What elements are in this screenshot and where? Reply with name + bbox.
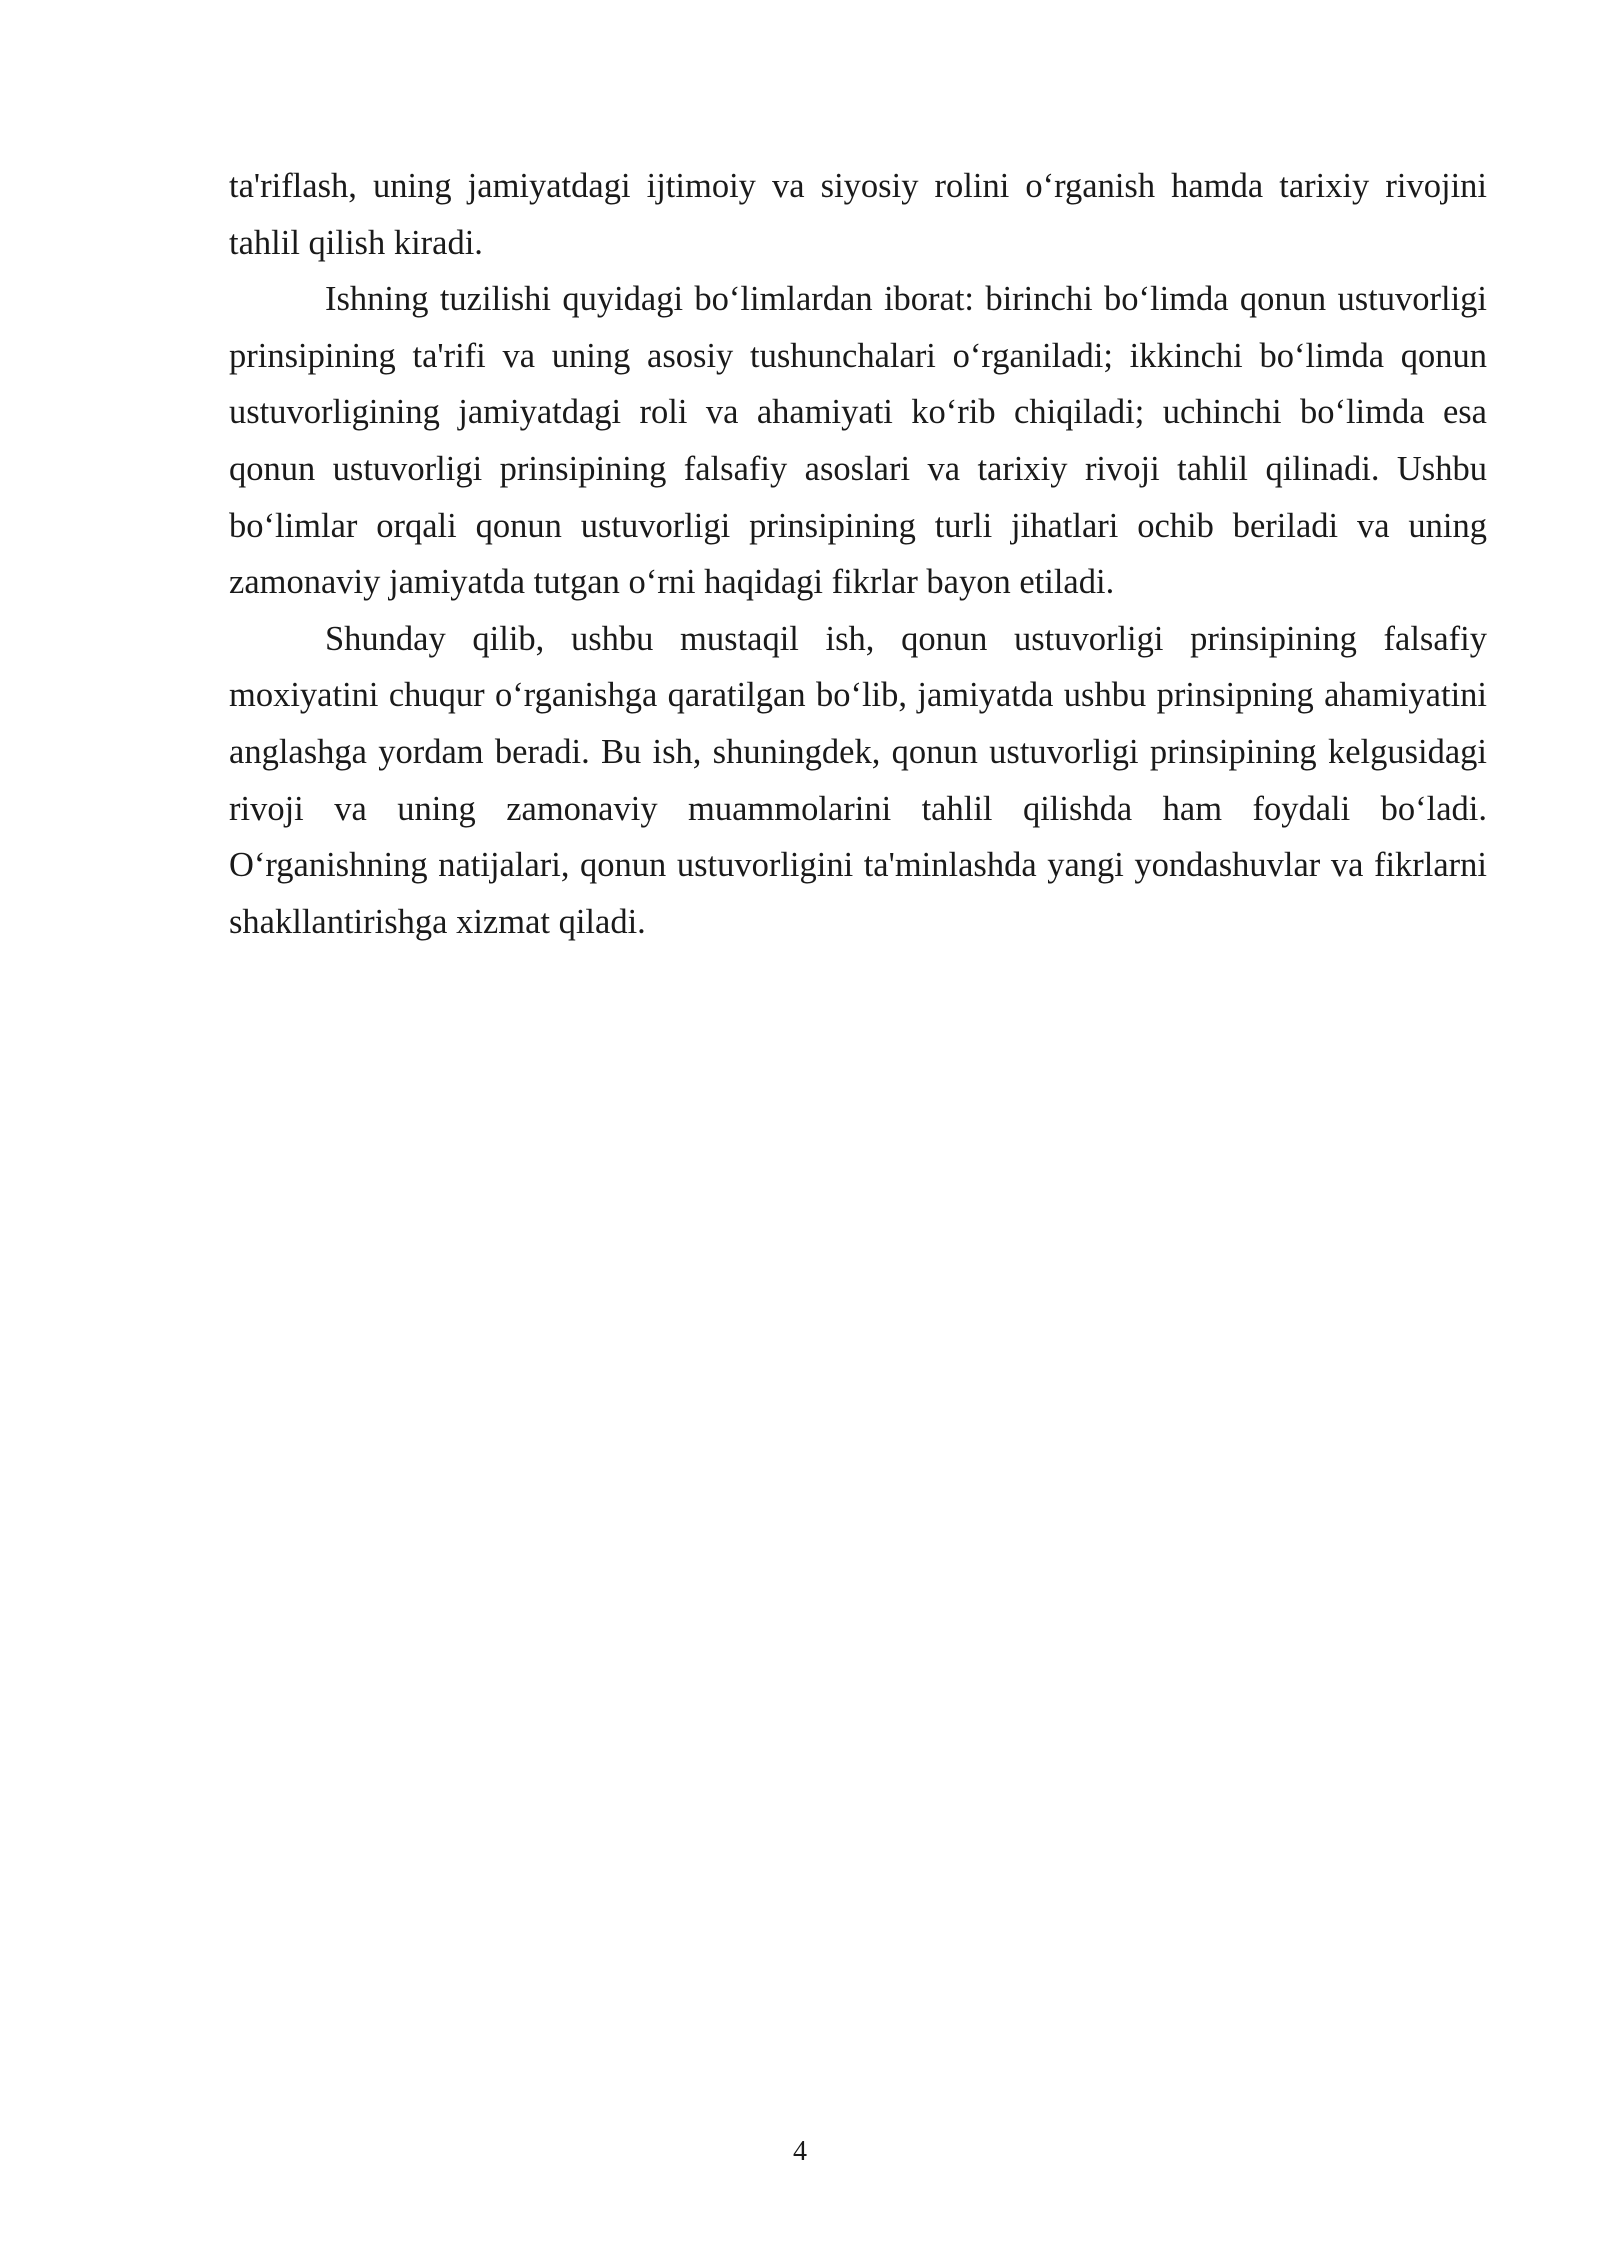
page-number: 4 [793, 2136, 807, 2167]
body-text [229, 158, 1487, 950]
paragraph-structure: Ishning tuzilishi quyidagi bo‘limlardan iborat: birinchi bo‘limda qonun ustuvorligi prinsipining ta'rifi va uning asosiy tushunchalari o‘rganiladi; ikkinchi bo‘limda qonun ustuvorligining jamiyatdagi roli va ahamiyati ko‘rib chiqiladi; uchinchi bo‘limda esa qonun ustuvorligi prinsipining falsafiy asoslari va tarixiy rivoji tahlil qilinadi. Ushbu bo‘limlar orqali qonun ustuvorligi prinsipining turli jihatlari ochib beriladi va uning zamonaviy jamiyatda tutgan o‘rni haqidagi fikrlar bayon etiladi. [229, 280, 1487, 602]
paragraph-continuation: ta'riflash, uning jamiyatdagi ijtimoiy va siyosiy rolini o‘rganish hamda tarixiy rivojini tahlil qilish kiradi. [229, 167, 1487, 262]
paragraph-conclusion: Shunday qilib, ushbu mustaqil ish, qonun ustuvorligi prinsipining falsafiy moxiyatini chuqur o‘rganishga qaratilgan bo‘lib, jamiyatda ushbu prinsipning ahamiyatini anglashga yordam beradi. Bu ish, shuningdek, qonun ustuvorligi prinsipining kelgusidagi rivoji va uning zamonaviy muammolarini tahlil qilishda ham foydali bo‘ladi. O‘rganishning natijalari, qonun ustuvorligini ta'minlashda yangi yondashuvlar va fikrlarni shakllantirishga xizmat qiladi. [229, 619, 1487, 941]
